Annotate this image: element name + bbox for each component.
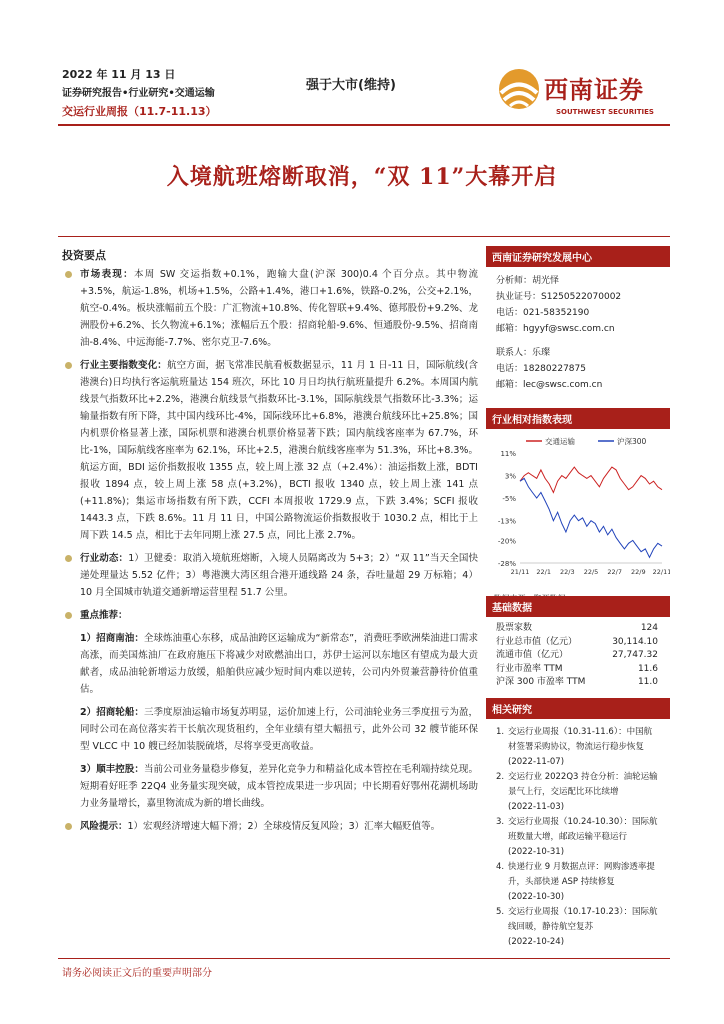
x-tick-label: 22/7 — [607, 568, 622, 576]
picks-paragraph — [62, 607, 478, 624]
related-list — [486, 725, 670, 950]
y-tick-label: 11% — [500, 450, 516, 458]
logo-mark-icon — [496, 66, 542, 112]
pick2-paragraph — [62, 704, 478, 755]
x-tick-label: 22/9 — [631, 568, 646, 576]
y-tick-label: -13% — [497, 517, 516, 526]
performance-box — [486, 408, 670, 604]
basic-row — [486, 649, 670, 663]
dynamic-paragraph — [62, 550, 478, 601]
related-item-number: 5. — [496, 907, 505, 917]
related-item-number: 4. — [496, 862, 505, 872]
report-weekly: 交运行业周报（11.7-11.13） — [62, 105, 217, 118]
pick1-label: 1）招商南油： — [80, 633, 144, 644]
header-rule — [58, 124, 670, 126]
index-paragraph — [62, 357, 478, 544]
series-line — [520, 467, 662, 492]
related-item-date: (2022-11-03) — [508, 802, 565, 812]
related-item-number: 2. — [496, 772, 505, 782]
x-tick-label: 22/3 — [560, 568, 575, 576]
basic-heading: 基础数据 — [486, 596, 670, 617]
contact-box — [486, 246, 670, 393]
pick3-paragraph — [62, 761, 478, 812]
basic-label: 股票家数 — [496, 623, 533, 633]
report-date: 2022 年 11 月 13 日 — [62, 68, 176, 81]
analyst-tel: 电话：021-58352190 — [496, 308, 590, 318]
related-item-date: (2022-11-07) — [508, 757, 565, 767]
related-item-title: 交运行业周报（10.24-10.30）：国际航班数量大增，邮政运输平稳运行 — [508, 817, 658, 842]
y-tick-label: -5% — [502, 495, 516, 504]
related-item-title: 快递行业 9 月数据点评：网购渗透率提升，头部快递 ASP 持续修复 — [508, 862, 655, 887]
related-item[interactable] — [486, 905, 670, 950]
risk-text: 1）宏观经济增速大幅下滑；2）全球疫情反复风险；3）汇率大幅贬值等。 — [127, 821, 441, 832]
pick2-text: 三季度原油运输市场复苏明显，运价加速上行，公司油轮业务三季度扭亏为盈，同时公司在高位落实若干长航次现货租约，全年业绩有望大幅扭亏，此外公司 32 艘节能环保型 VLCC 中 10 艘已经加装脱硫塔，尽将享受更高收益。 — [80, 707, 478, 752]
y-tick-label: -20% — [497, 537, 516, 546]
risk-paragraph — [62, 818, 478, 835]
contact-email[interactable]: 邮箱：lec@swsc.com.cn — [496, 380, 603, 390]
basic-row — [486, 676, 670, 690]
x-tick-label: 22/5 — [583, 568, 599, 576]
basic-row — [486, 622, 670, 636]
related-item-date: (2022-10-31) — [508, 847, 565, 857]
basic-value: 27,747.32 — [612, 650, 658, 660]
related-item-number: 3. — [496, 817, 505, 827]
related-item-number: 1. — [496, 727, 505, 737]
analyst-name: 分析师：胡光怿 — [496, 276, 560, 286]
basic-row — [486, 663, 670, 677]
market-label: 市场表现： — [80, 269, 134, 280]
chart-svg — [486, 429, 670, 589]
relative-index-chart — [486, 429, 670, 589]
related-heading: 相关研究 — [486, 698, 670, 719]
related-item-title: 交运行业周报（10.31-11.6）：中国航材签署采购协议，物流运行稳步恢复 — [508, 727, 653, 752]
related-item[interactable] — [486, 770, 670, 815]
basic-label: 行业市盈率 TTM — [496, 663, 563, 674]
contact-tel: 电话：18280227875 — [496, 364, 586, 374]
basic-label: 流通市值（亿元） — [496, 650, 569, 660]
pick1-text: 全球炼油重心东移，成品油跨区运输成为“新常态”，消费旺季欧洲柴油进口需求高涨，而美国炼油厂在政府施压下将减少对欧燃油出口，苏伊士运河以东地区有望成为最大贡献者，成品油轮新增运力放缓，船舶供应减少短时间内难以逆转，公司内外贸兼营静待价值重估。 — [80, 633, 478, 695]
basic-row — [486, 636, 670, 650]
summary-body — [62, 266, 478, 841]
contact-person: 联系人：乐璨 — [496, 348, 551, 358]
footer-disclaimer[interactable]: 请务必阅读正文后的重要声明部分 — [62, 968, 212, 979]
risk-label: 风险提示： — [80, 821, 128, 832]
dynamic-text: 1）卫健委：取消入境航班熔断，入境人员隔离改为 5+3；2）“双 11”当天全国快递处理量达 5.52 亿件；3）粤港澳大湾区组合港开通线路 24 条，吞吐量超 29 万标箱；4）10 月全国城市轨道交通新增运营里程 51.7 公里。 — [80, 553, 478, 598]
x-tick-label: 21/11 — [510, 568, 530, 576]
market-text: 本周 SW 交运指数+0.1%，跑输大盘(沪深 300)0.4 个百分点。其中物流+3.5%，航运-1.8%，机场+1.5%，公路+1.4%，港口+1.6%，铁路-0.2%，公交+2.1%，航空-0.4%。板块涨幅前五个股：广汇物流+10.8%、传化智联+9.4%、德邦股份+9.2%、龙洲股份+6.2%、长久物流+6.1%；涨幅后五个股：招商轮船-9.6%、恒通股份-9.5%、招商南油-8.4%、中远海能-7.7%、密尔克卫-7.6%。 — [80, 269, 478, 348]
summary-heading: 投资要点 — [62, 249, 106, 262]
company-logo — [496, 64, 676, 120]
pick1-paragraph — [62, 630, 478, 698]
y-tick-label: 3% — [504, 472, 516, 481]
related-item[interactable] — [486, 815, 670, 860]
basic-label: 沪深 300 市盈率 TTM — [496, 677, 586, 687]
report-title: 入境航班熔断取消，“双 11”大幕开启 — [166, 164, 558, 190]
title-rule — [58, 236, 670, 237]
pick3-label: 3）顺丰控股： — [80, 764, 144, 775]
performance-heading: 行业相对指数表现 — [486, 408, 670, 429]
footer-rule — [58, 958, 670, 959]
related-item-date: (2022-10-24) — [508, 937, 565, 947]
report-type: 证券研究报告•行业研究•交通运输 — [62, 88, 215, 99]
legend-label: 交通运输 — [545, 437, 575, 446]
picks-label: 重点推荐： — [80, 610, 128, 621]
related-box — [486, 698, 670, 950]
basic-label: 行业总市值（亿元） — [496, 636, 578, 647]
series-line — [520, 478, 662, 557]
related-item-title: 交运行业 2022Q3 持仓分析：油轮运输景气上行，交运配比环比续增 — [508, 772, 658, 797]
related-item-title: 交运行业周报（10.17-10.23）：国际航线回暖，静待航空复苏 — [508, 907, 658, 932]
pick3-text: 当前公司业务量稳步修复，差异化竞争力和精益化成本管控在毛利端持续兑现。短期看好旺季 22Q4 业务量实现突破，成本管控成果进一步巩固；中长期看好鄂州花湖机场助力业务量增长，嘉里物流成为新的增长曲线。 — [80, 764, 478, 809]
basic-data-box — [486, 596, 670, 690]
basic-value: 30,114.10 — [612, 636, 658, 647]
basic-value: 124 — [640, 623, 658, 633]
contact-heading: 西南证券研究发展中心 — [486, 246, 670, 267]
related-item-date: (2022-10-30) — [508, 892, 565, 902]
related-item[interactable] — [486, 725, 670, 770]
x-tick-label: 22/1 — [536, 568, 551, 576]
related-item[interactable] — [486, 860, 670, 905]
analyst-email[interactable]: 邮箱：hgyyf@swsc.com.cn — [496, 324, 615, 334]
dynamic-label: 行业动态： — [80, 553, 129, 564]
logo-text-en: SOUTHWEST SECURITIES — [556, 108, 654, 116]
logo-text-cn: 西南证券 — [544, 75, 644, 104]
basic-value: 11.0 — [637, 677, 658, 687]
pick2-label: 2）招商轮船： — [80, 707, 144, 718]
x-tick-label: 22/11 — [652, 568, 670, 576]
rating: 强于大市(维持) — [306, 78, 396, 93]
analyst-license: 执业证号：S1250522070002 — [496, 292, 622, 302]
y-tick-label: -28% — [497, 560, 516, 568]
market-paragraph — [62, 266, 478, 351]
index-label: 行业主要指数变化： — [80, 360, 167, 371]
basic-value: 11.6 — [637, 663, 658, 674]
basic-table — [486, 622, 670, 690]
index-text: 航空方面，据飞常准民航看板数据显示，11 月 1 日-11 日，国际航线(含港澳台)日均执行客运航班量达 154 班次，环比 10 月日均执行航班量提升 6.2%。本周国内航线景气指数环比+2.2%，港澳台航线景气指数环比-3.1%，国际航线景气指数环比-3.3%；运输量指数有所下降，其中国内线环比-4%，国际线环比+6.8%，港澳台航线环比+25.8%；国内机票价格显著上涨，国际机票和港澳台机票价格显著下跌；国内航线客座率为 67.7%，环比-1%，国际航线客座率为 62.1%，环比+2.5，港澳台航线客座率为 51.3%，环比+8.3%。航运方面，BDI 运价指数报收 1355 点，较上周上涨 32 点（+2.4%）：油运指数上涨，BDTI 报收 1894 点，较上周上涨 58 点(+3.2%)，BCTI 报收 1340 点，较上周上涨 141 点(+11.8%)；集运市场指数有所下跌，CCFI 本周报收 1729.9 点，下跌 3.4%；SCFI 报收 1443.3 点，下跌 8.6%。11 月 11 日，中国公路物流运价指数报收于 1030.2 点，相比于上周下跌 14.5 点，相比于去年同期上涨 27.5 点，同比上涨 2.7%。 — [80, 360, 478, 541]
legend-label: 沪深300 — [617, 437, 647, 446]
